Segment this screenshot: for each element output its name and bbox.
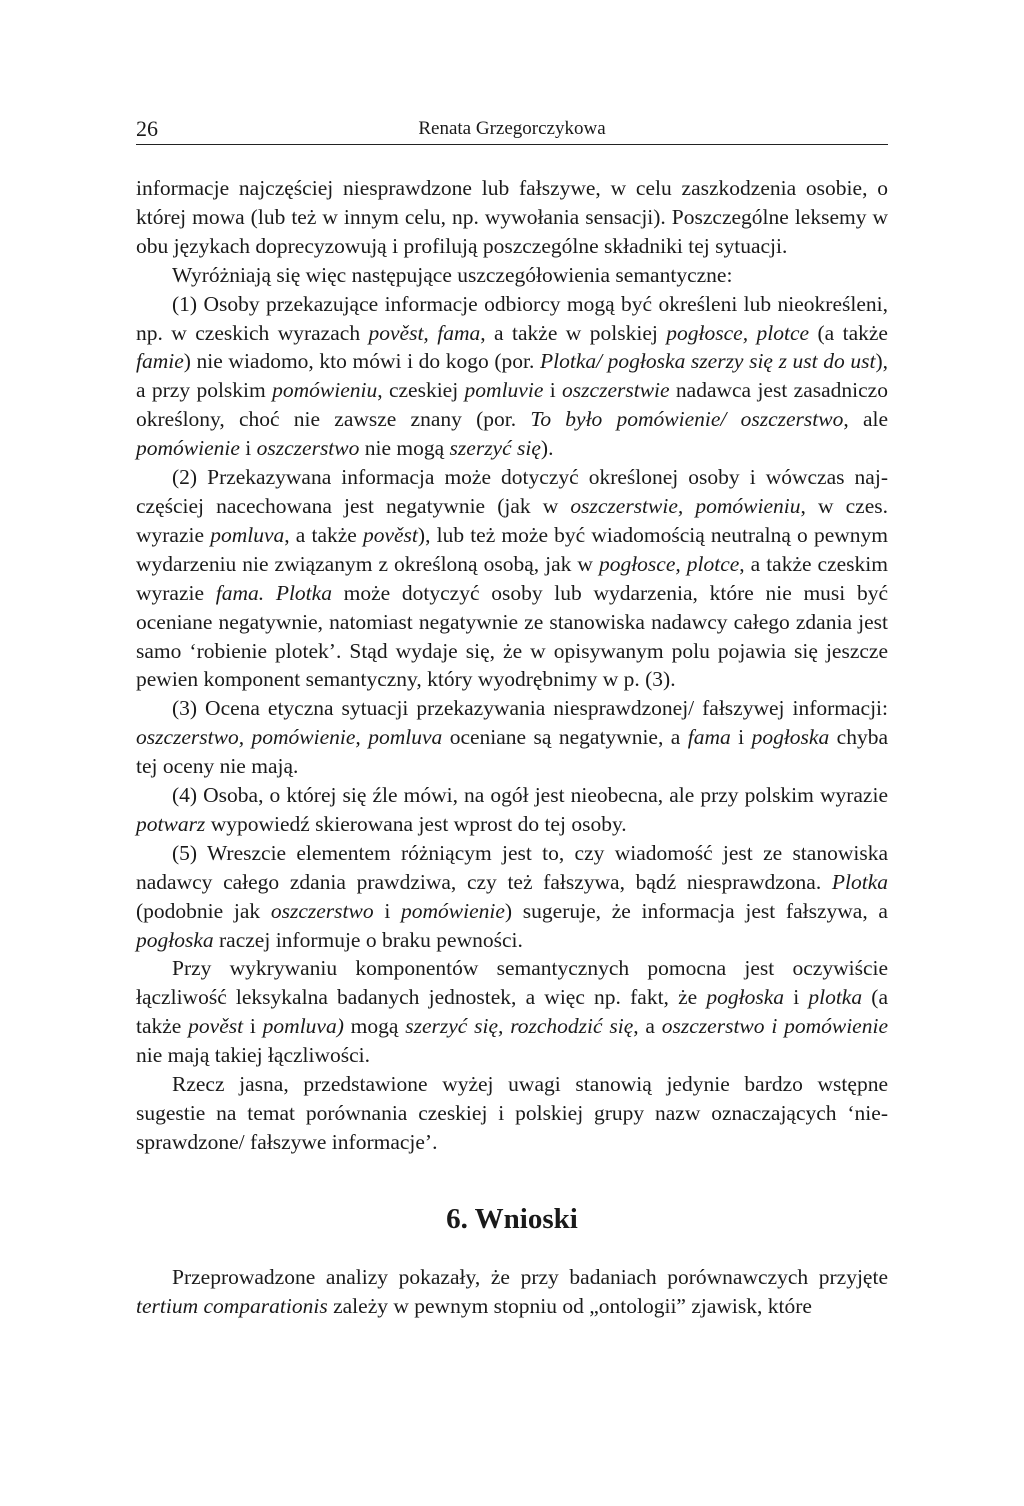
paragraph: Wyróżniają się więc następujące uszczegółowienia semantyczne: <box>172 262 733 287</box>
page-number: 26 <box>136 116 158 141</box>
italic-term: szerzyć się, rozchodzić się <box>405 1014 634 1039</box>
italic-term: fama. Plotka <box>215 580 332 605</box>
italic-term: pomluva <box>210 522 285 547</box>
italic-term: To było pomówienie/ oszczerstwo <box>530 407 844 432</box>
italic-term: oszczerstwo <box>256 436 360 461</box>
paragraph: Rzecz jasna, przedstawione wyżej uwagi stanowią jedynie bardzo wstępne sugestie na temat porównania czeskiej i polskiej grupy nazw oznaczających ‘niesprawdzone/ fałszywe informacje’. <box>136 1072 888 1154</box>
italic-term: potwarz <box>136 811 206 836</box>
italic-term: pogłoska <box>706 985 785 1010</box>
italic-term: pomówienie <box>401 898 505 923</box>
italic-term: Plotka <box>831 869 888 894</box>
paragraph: (3) Ocena etyczna sytuacji przekazywania niesprawdzonej/ fałszywej informacji: oszczerstwo, pomówienie, pomluva oceniane są negatywnie, a fama i pogłoska chyba tej oceny nie mają. <box>136 696 888 779</box>
italic-term: pogłoska <box>136 927 214 952</box>
paragraph: informacje najczęściej niesprawdzone lub fałszywe, w celu zaszkodzenia osobie, o której mowa (lub też w innym celu, np. wywołania sensacji). Poszczególne leksemy w obu językach doprecyzowują i profilują poszczególne składniki tej sytuacji. <box>136 176 888 258</box>
italic-term: oszczerstwie <box>562 378 670 403</box>
paragraph: (5) Wreszcie elementem różniącym jest to, czy wiadomość jest ze stanowiska nadawcy całego zdania prawdziwa, czy też fałszywa, bądź niesprawdzona. Plotka (podobnie jak oszczerstwo i pomówienie) sugeruje, że informacja jest fałszywa, a pogłoska raczej informuje o braku pewności. <box>136 840 888 952</box>
italic-term: oszczerstwie, pomówieniu <box>570 493 801 518</box>
paragraph: (2) Przekazywana informacja może dotyczyć określonej osoby i wówczas najczęściej nacechowana jest negatywnie (jak w oszczerstwie, pomówieniu, w czes. wyrazie pomluva, a także pověst), lub też może być wiadomością neutralną o pewnym wydarzeniu nie związanym z określoną osobą, jak w pogłosce, plotce, a także czeskim wyrazie fama. Plotka może dotyczyć osoby lub wydarzenia, które nie musi być oceniane negatywnie, natomiast negatywnie ze stanowiska nadawcy całego zdania jest samo ‘robienie plotek’. Stąd wydaje się, że w opisywanym polu pojawia się jeszcze pewien komponent semantyczny, który wyodrębnimy w p. (3). <box>136 465 889 692</box>
italic-term: famie <box>136 349 184 374</box>
closing-paragraph: Przeprowadzone analizy pokazały, że przy badaniach porównawczych przyjęte tertium comparationis zależy w pewnym stopniu od „ontologii” zjawisk, które <box>136 1264 888 1318</box>
italic-term: tertium comparationis <box>136 1293 328 1318</box>
italic-term: plotka <box>808 985 863 1010</box>
italic-term: pomluva) <box>262 1014 344 1039</box>
section-heading: 6. Wnioski <box>446 1202 578 1235</box>
italic-term: fama <box>687 725 731 750</box>
paragraph: Przy wykrywaniu komponentów semantycznych pomocna jest oczywiście łączliwość leksykalna badanych jednostek, a więc np. fakt, że pogłoska i plotka (a także pověst i pomluva) mogą szerzyć się, rozchodzić się, a oszczerstwo i pomówienie nie mają takiej łączliwości. <box>136 956 888 1068</box>
body-text <box>136 174 888 1321</box>
italic-term: szerzyć się <box>449 436 541 461</box>
italic-term: pověst <box>188 1014 244 1039</box>
italic-term: pomluvie <box>464 378 544 403</box>
italic-term: pogłoska <box>751 725 830 750</box>
italic-term: oszczerstwo <box>270 898 374 923</box>
paragraph-list <box>136 174 888 1157</box>
paragraph: (4) Osoba, o której się źle mówi, na ogół jest nieobecna, ale przy polskim wyrazie potwarz wypowiedź skierowana jest wprost do tej osoby. <box>136 783 888 836</box>
italic-term: pomówienie <box>136 436 240 461</box>
italic-term: Plotka/ pogłoska szerzy się z ust do ust <box>539 349 876 374</box>
italic-term: pověst, fama <box>368 320 481 345</box>
italic-term: oszczerstwo i pomówienie <box>661 1014 888 1039</box>
italic-term: pogłosce, plotce <box>666 320 810 345</box>
italic-term: pověst <box>362 522 418 547</box>
italic-term: pomówieniu <box>272 378 378 403</box>
italic-term: oszczerstwo, pomówienie, pomluva <box>136 725 443 750</box>
page-header <box>136 116 888 145</box>
italic-term: pogłosce, plotce <box>598 551 740 576</box>
running-head-author: Renata Grzegorczykowa <box>418 118 606 139</box>
closing-paragraph-container <box>136 1263 888 1321</box>
paragraph: (1) Osoby przekazujące informacje odbiorcy mogą być określeni lub nieokreśleni, np. w czeskich wyrazach pověst, fama, a także w polskiej pogłosce, plotce (a także famie) nie wiadomo, kto mówi i do kogo (por. Plotka/ pogłoska szerzy się z ust do ust), a przy polskim pomówieniu, czeskiej pomluvie i oszczerstwie nadawca jest zasadniczo określony, choć nie zawsze znany (por. To było pomówienie/ oszczerstwo, ale pomówienie i oszczerstwo nie mogą szerzyć się). <box>136 291 889 461</box>
